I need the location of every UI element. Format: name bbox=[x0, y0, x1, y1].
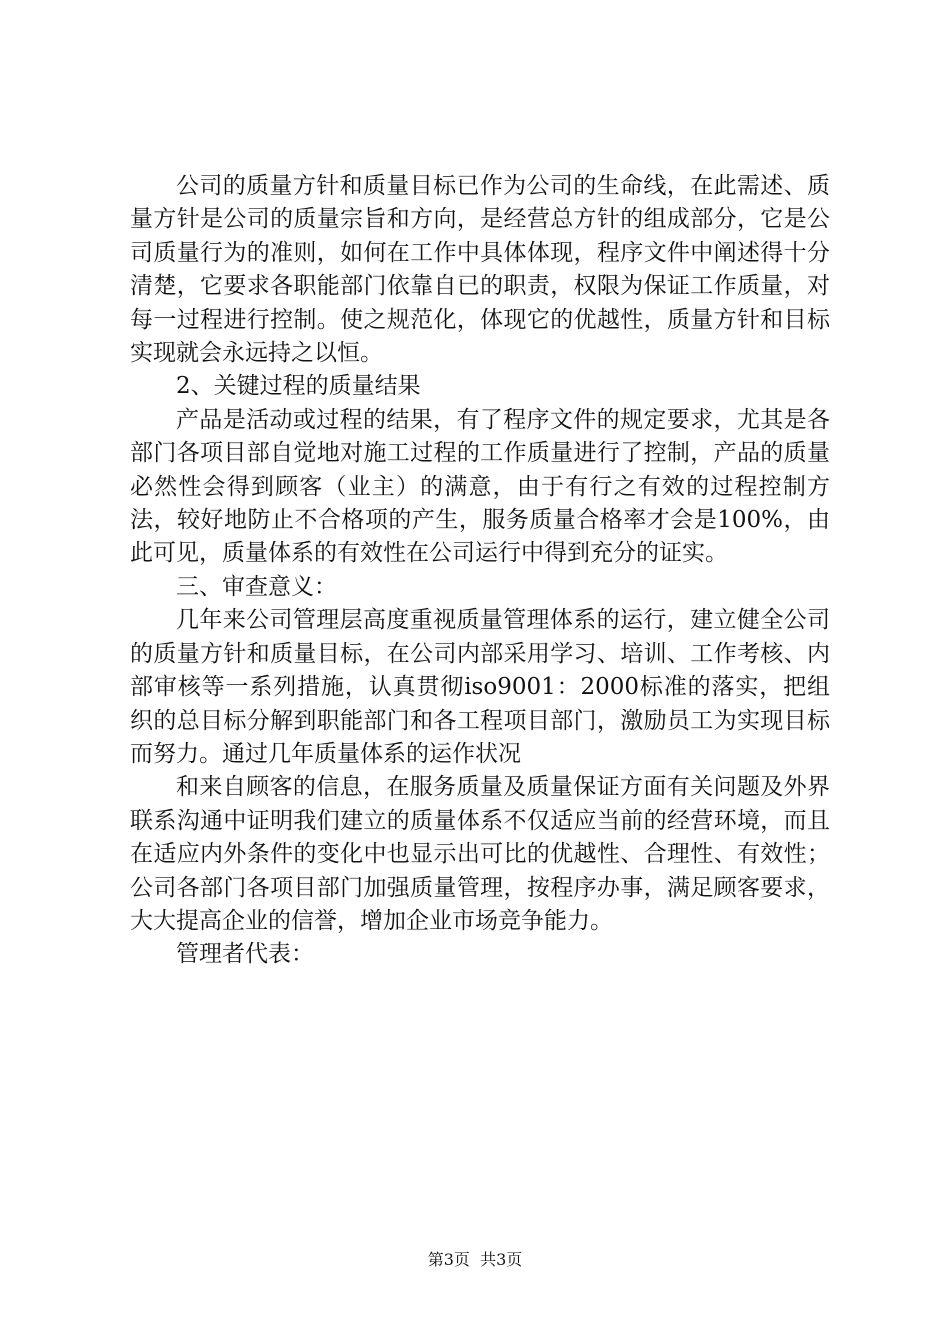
paragraph-process-results: 产品是活动或过程的结果，有了程序文件的规定要求，尤其是各部门各项目部自觉地对施工过程的工作质量进行了控制，产品的质量必然性会得到顾客（业主）的满意，由于有行之有效的过程控制方法，较好地防止不合格项的产生，服务质量合格率才会是100%，由此可见，质量体系的有效性在公司运行中得到充分的证实。 bbox=[130, 406, 830, 567]
signature-management-representative: 管理者代表： bbox=[176, 941, 314, 968]
paragraph-management-emphasis: 几年来公司管理层高度重视质量管理体系的运行，建立健全公司的质量方针和质量目标，在公司内部采用学习、培训、工作考核、内部审核等一系列措施，认真贯彻iso9001：2000标准的落实，把组织的总目标分解到职能部门和各工程项目部门，激励员工为实现目标而努力。通过几年质量体系的运作状况 bbox=[130, 607, 830, 767]
document-body bbox=[130, 170, 830, 972]
paragraph-quality-policy: 公司的质量方针和质量目标已作为公司的生命线，在此需述、质量方针是公司的质量宗旨和方向，是经营总方针的组成部分，它是公司质量行为的准则，如何在工作中具体体现，程序文件中阐述得十分清楚，它要求各职能部门依靠自已的职责，权限为保证工作质量，对每一过程进行控制。使之规范化，体现它的优越性，质量方针和目标实现就会永远持之以恒。 bbox=[130, 173, 830, 367]
page-number-footer: 第3页 共3页 bbox=[427, 1250, 523, 1269]
heading-review-significance: 三、审查意义： bbox=[176, 573, 337, 600]
heading-key-process-quality: 2、关键过程的质量结果 bbox=[176, 373, 421, 400]
paragraph-customer-feedback: 和来自顾客的信息，在服务质量及质量保证方面有关问题及外界联系沟通中证明我们建立的质量体系不仅适应当前的经营环境，而且在适应内外条件的变化中也显示出可比的优越性、合理性、有效性；公司各部门各项目部门加强质量管理，按程序办事，满足顾客要求，大大提高企业的信誉，增加企业市场竞争能力。 bbox=[130, 774, 830, 934]
